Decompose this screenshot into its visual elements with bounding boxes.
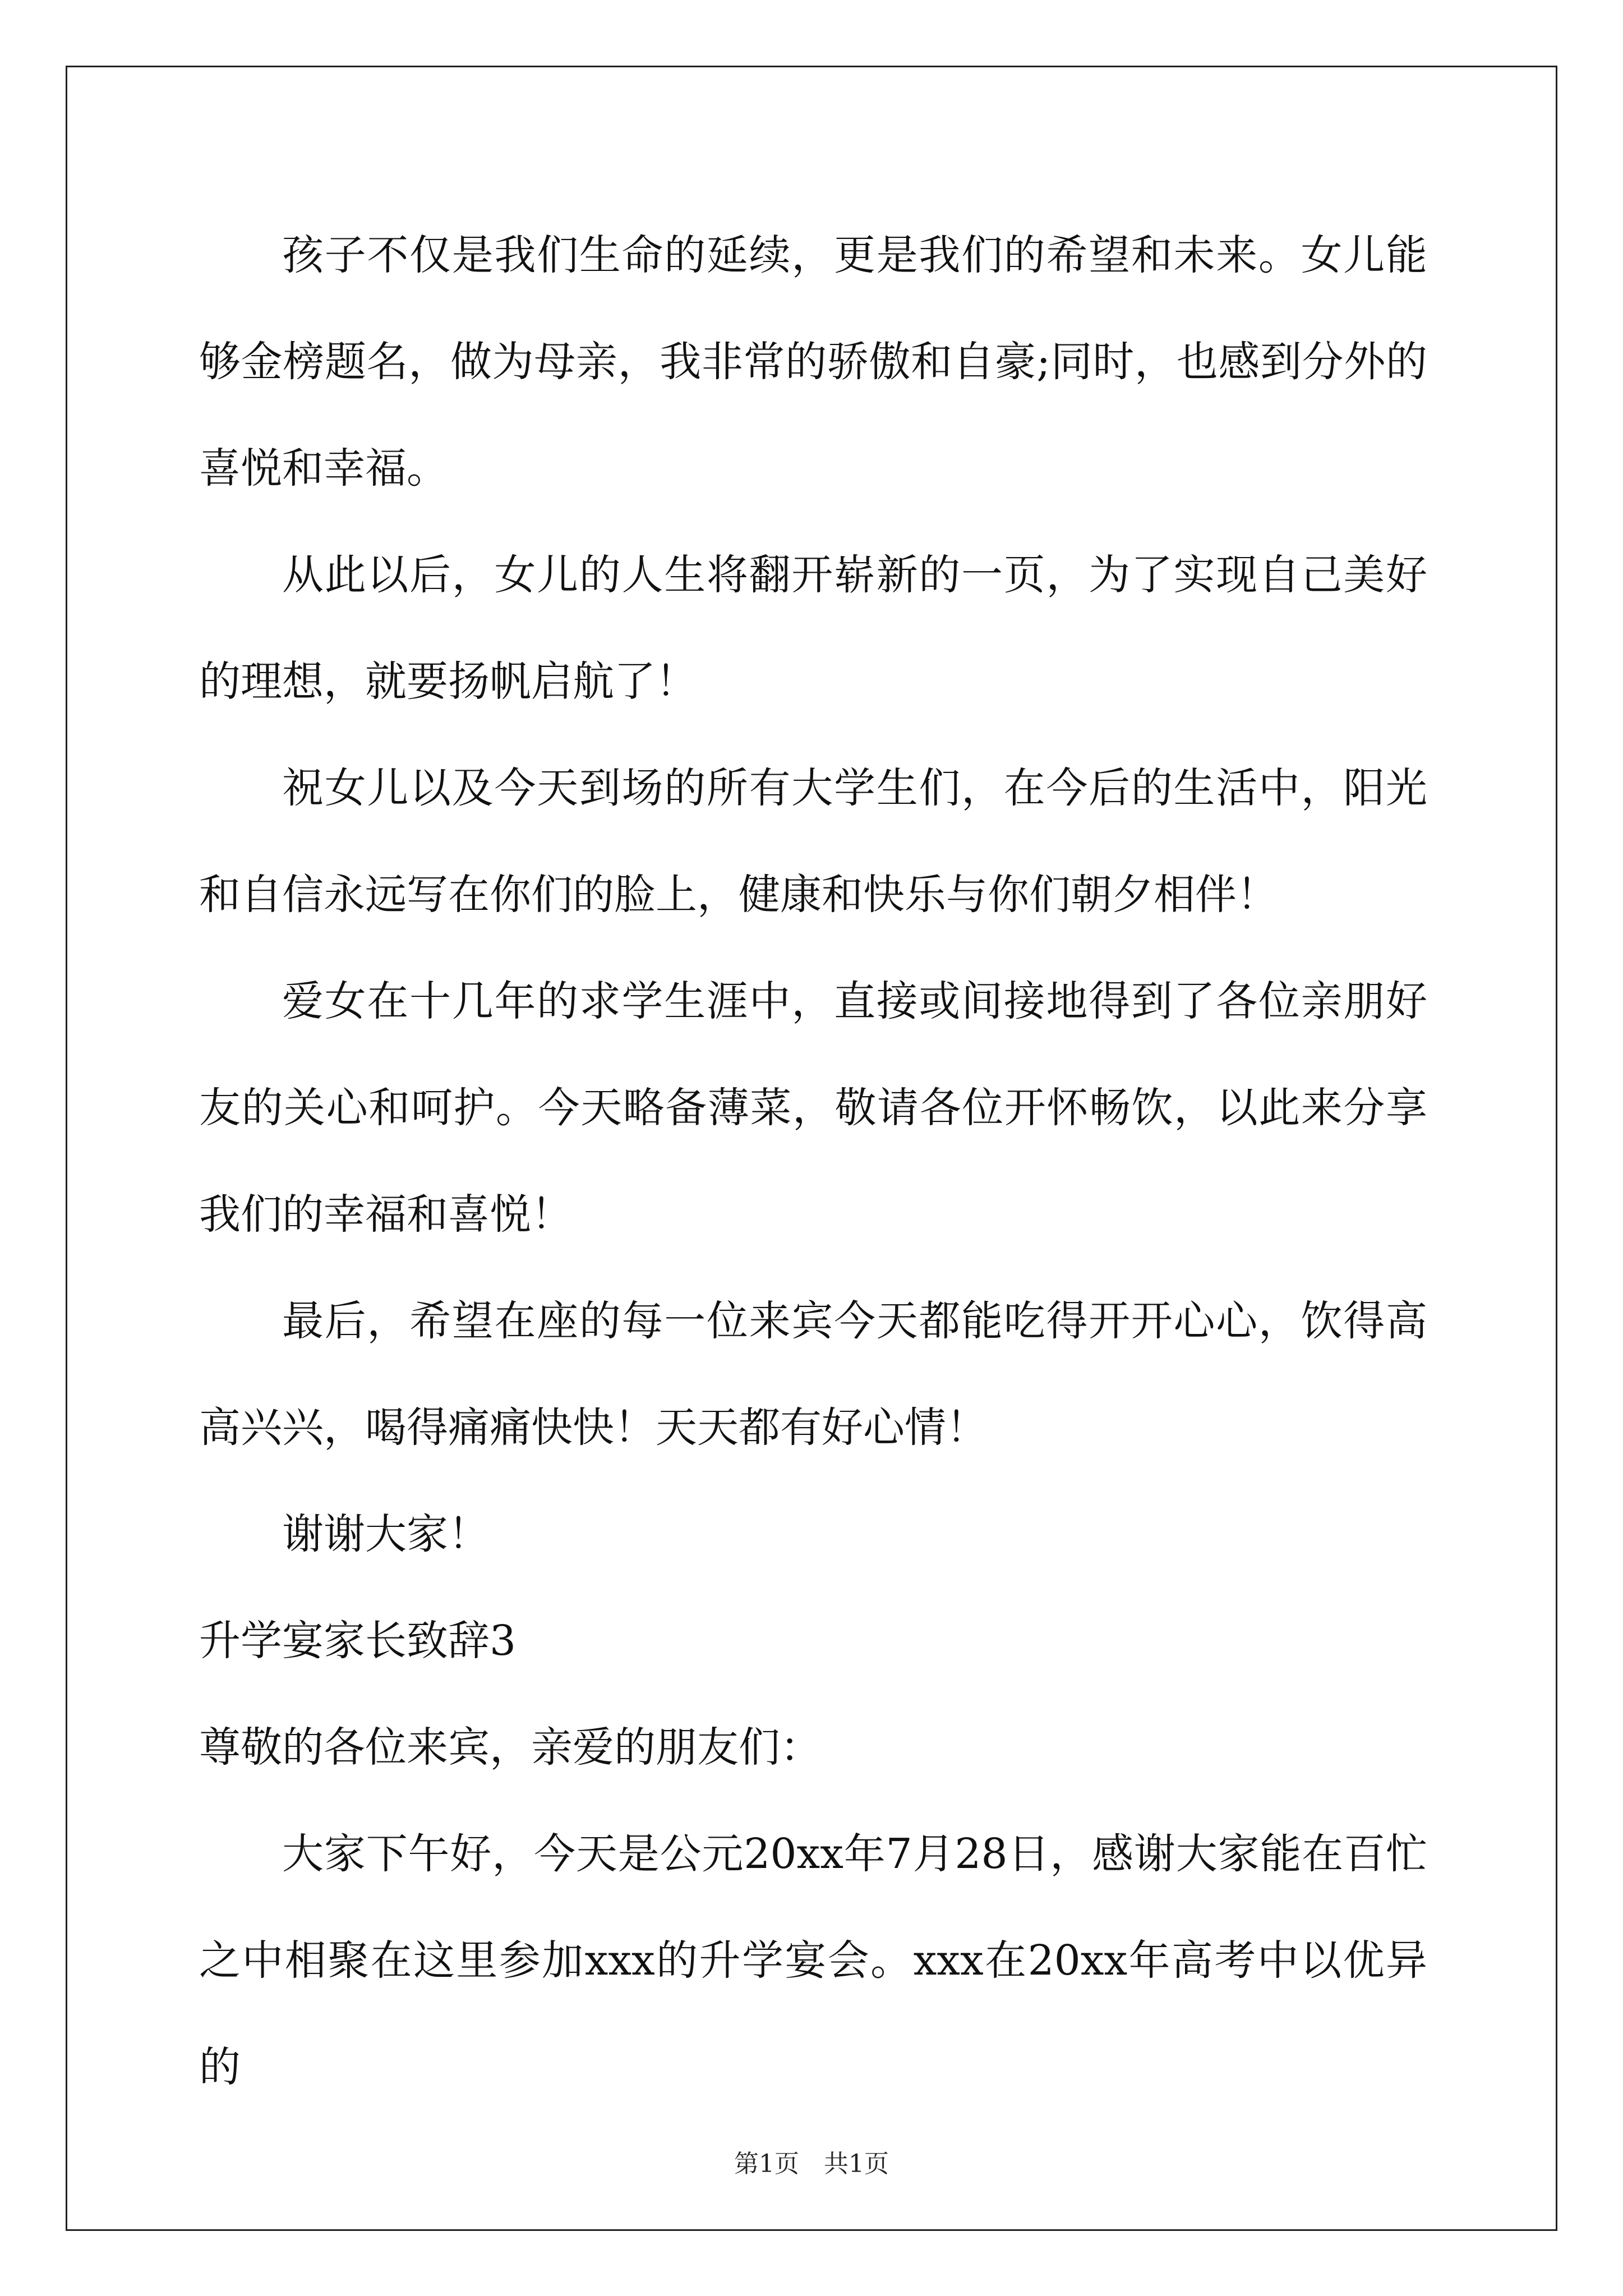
salutation: 尊敬的各位来宾，亲爱的朋友们： xyxy=(199,1723,822,1772)
paragraph-2: 从此以后，女儿的人生将翻开崭新的一页，为了实现自己美好的理想，就要扬帆启航了！ xyxy=(199,551,1427,706)
paragraph-6: 谢谢大家！ xyxy=(282,1510,490,1558)
paragraph-1: 孩子不仅是我们生命的延续，更是我们的希望和未来。女儿能够金榜题名，做为母亲，我非常的骄傲和自豪;同时，也感到分外的喜悦和幸福。 xyxy=(199,231,1427,493)
paragraph-4: 爱女在十几年的求学生涯中，直接或间接地得到了各位亲朋好友的关心和呵护。今天略备薄菜，敬请各位开怀畅饮，以此来分享我们的幸福和喜悦！ xyxy=(199,977,1427,1239)
paragraph-3: 祝女儿以及今天到场的所有大学生们，在今后的生活中，阳光和自信永远写在你们的脸上，健康和快乐与你们朝夕相伴！ xyxy=(199,764,1427,919)
paragraph-7: 大家下午好，今天是公元20xx年7月28日，感谢大家能在百忙之中相聚在这里参加xxx的升学宴会。xxx在20xx年高考中以优异的 xyxy=(199,1830,1427,2091)
page-number-footer: 第1页 共1页 xyxy=(734,2150,889,2178)
document-body xyxy=(199,202,1427,2120)
paragraph-5: 最后，希望在座的每一位来宾今天都能吃得开开心心，饮得高高兴兴，喝得痛痛快快！天天都有好心情！ xyxy=(199,1297,1427,1452)
section-heading: 升学宴家长致辞3 xyxy=(199,1617,517,1665)
